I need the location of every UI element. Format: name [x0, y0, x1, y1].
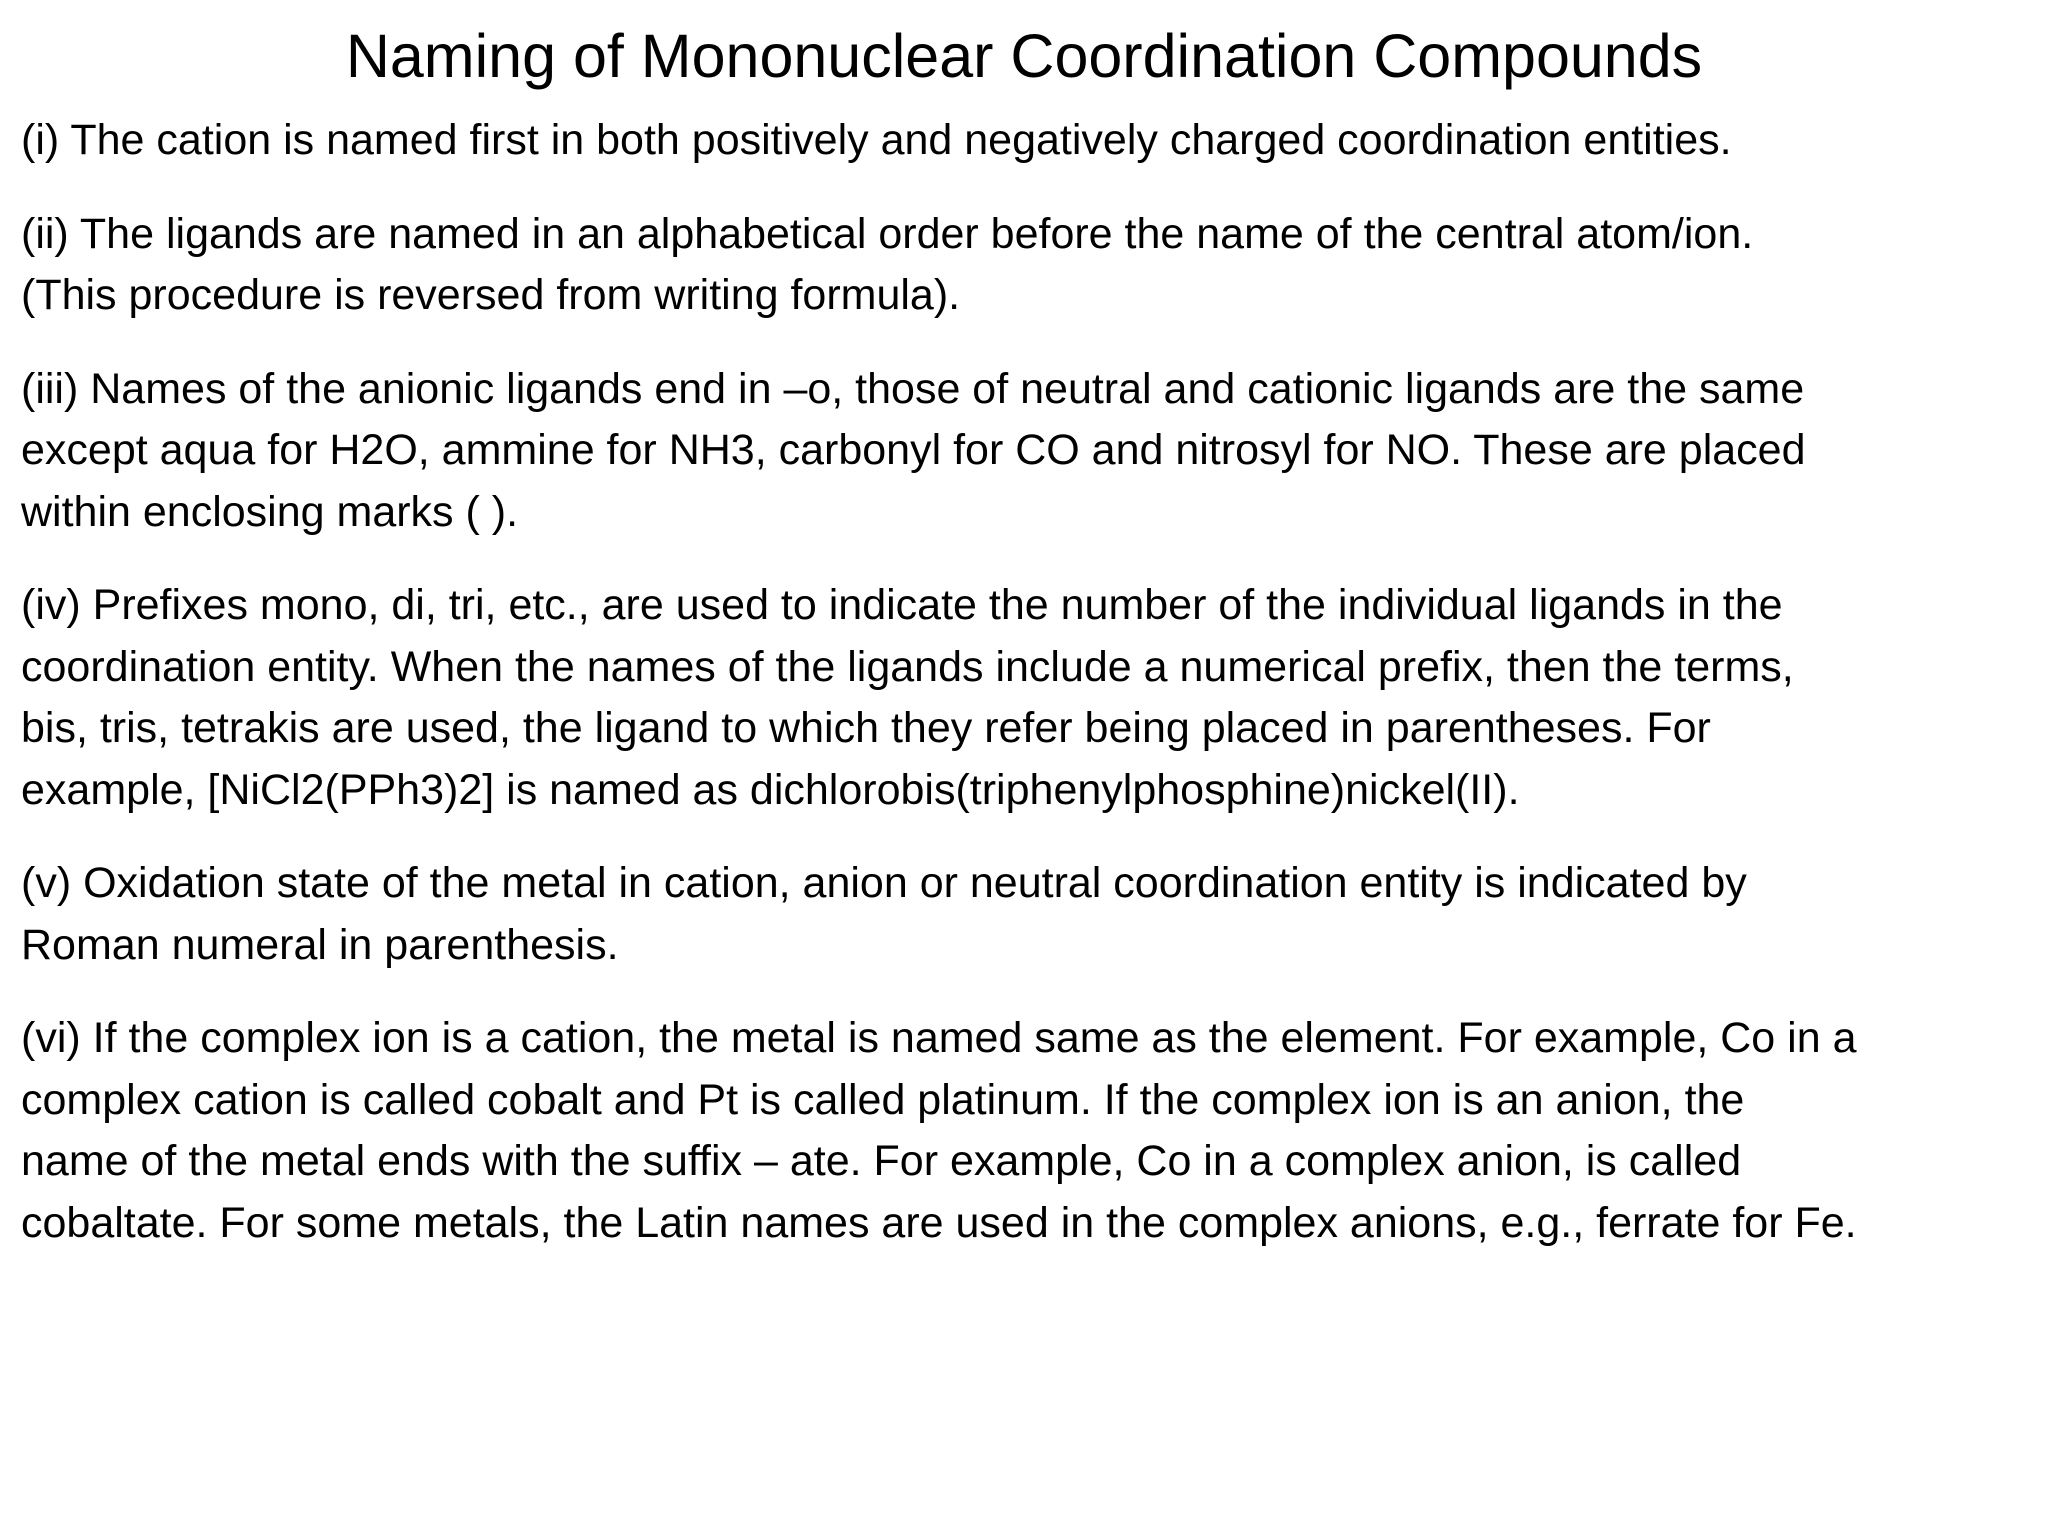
rule-line: name of the metal ends with the suffix – ate. For example, Co in a complex anion, is called: [21, 1137, 1742, 1185]
rule-line: coordination entity. When the names of the ligands include a numerical prefix, then the terms,: [21, 642, 1794, 691]
slide-title: Naming of Mononuclear Coordination Compounds: [345, 22, 1703, 90]
rule-line: (iv) Prefixes mono, di, tri, etc., are used to indicate the number of the individual ligands in the: [21, 581, 1783, 629]
rule-4: [21, 575, 2031, 821]
rule-line: example, [NiCl2(PPh3)2] is named as dichlorobis(triphenylphosphine)nickel(II).: [21, 765, 1520, 814]
rules-list: [21, 110, 2031, 1286]
rule-line: (vi) If the complex ion is a cation, the metal is named same as the element. For example, Co in a: [21, 1014, 1857, 1062]
rule-2: [21, 204, 2031, 327]
rule-5: [21, 853, 2031, 976]
rule-3: [21, 359, 2031, 544]
rule-line: Roman numeral in parenthesis.: [21, 920, 619, 969]
rule-line: (ii) The ligands are named in an alphabetical order before the name of the central atom/ion.: [21, 209, 1754, 258]
rule-line: cobaltate. For some metals, the Latin names are used in the complex anions, e.g., ferrate for Fe.: [21, 1198, 1857, 1247]
rule-line: (v) Oxidation state of the metal in cation, anion or neutral coordination entity is indicated by: [21, 859, 1747, 907]
rule-line: within enclosing marks ( ).: [21, 487, 519, 536]
rule-line: except aqua for H2O, ammine for NH3, carbonyl for CO and nitrosyl for NO. These are placed: [21, 426, 1806, 474]
rule-line: (This procedure is reversed from writing formula).: [21, 271, 961, 319]
rule-line: bis, tris, tetrakis are used, the ligand to which they refer being placed in parentheses. For: [21, 704, 1711, 752]
rule-1: [21, 110, 2031, 172]
rule-line: complex cation is called cobalt and Pt is called platinum. If the complex ion is an anion, the: [21, 1075, 1745, 1124]
rule-6: [21, 1008, 2031, 1254]
rule-line: (iii) Names of the anionic ligands end in –o, those of neutral and cationic ligands are the same: [21, 364, 1805, 413]
rule-line: (i) The cation is named first in both positively and negatively charged coordination entities.: [21, 116, 1732, 164]
